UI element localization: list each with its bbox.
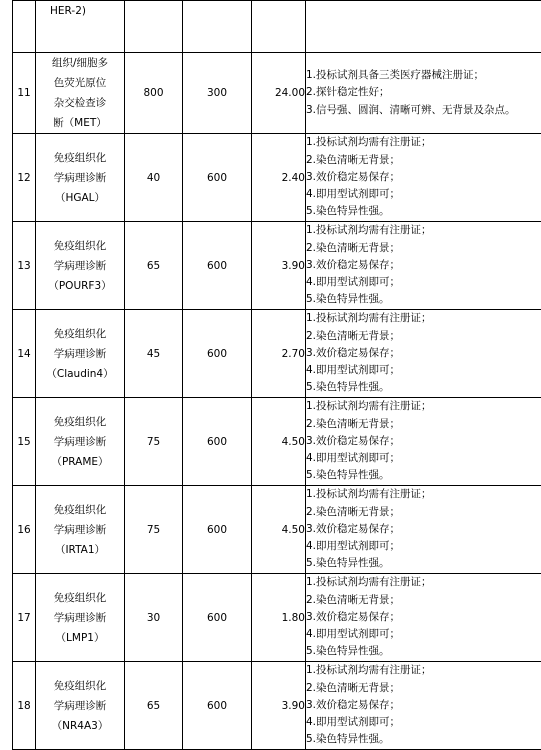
table-row	[13, 222, 541, 310]
requirement-line: 1.投标试剂均需有注册证；	[306, 222, 541, 239]
quantity: 75	[125, 486, 183, 574]
item-name	[36, 134, 125, 222]
requirement-line: 4.即用型试剂即可；	[306, 362, 541, 379]
item-name-line: 免疫组织化	[36, 676, 124, 696]
requirement-line: 5.染色特异性强。	[306, 731, 541, 748]
item-name-line: 学病理诊断	[36, 696, 124, 716]
total-amount: 4.50	[252, 486, 306, 574]
item-name-line: 免疫组织化	[36, 588, 124, 608]
table-row	[13, 134, 541, 222]
table-body	[13, 1, 541, 750]
requirements	[306, 662, 541, 750]
requirement-line: 2.染色清晰无背景；	[306, 680, 541, 697]
item-name	[36, 310, 125, 398]
item-name-line: （HGAL）	[36, 188, 124, 208]
unit-price: 600	[183, 222, 252, 310]
unit-price: 600	[183, 574, 252, 662]
quantity: 30	[125, 574, 183, 662]
item-name-line: 断（MET）	[36, 113, 124, 133]
requirement-line: 1.投标试剂均需有注册证；	[306, 574, 541, 591]
requirements	[306, 310, 541, 398]
requirement-line: 5.染色特异性强。	[306, 467, 541, 484]
item-name-line: 学病理诊断	[36, 256, 124, 276]
unit-price	[183, 1, 252, 53]
item-name	[36, 398, 125, 486]
quantity: 40	[125, 134, 183, 222]
item-name	[36, 662, 125, 750]
item-name-line: （NR4A3）	[36, 716, 124, 736]
total-amount: 4.50	[252, 398, 306, 486]
requirements	[306, 53, 541, 134]
table-row	[13, 574, 541, 662]
item-name	[36, 486, 125, 574]
quantity: 45	[125, 310, 183, 398]
unit-price: 300	[183, 53, 252, 134]
total-amount: 24.00	[252, 53, 306, 134]
row-number: 15	[13, 398, 36, 486]
unit-price: 600	[183, 662, 252, 750]
table-row	[13, 1, 541, 53]
total-amount	[252, 1, 306, 53]
requirement-line: 2.染色清晰无背景；	[306, 328, 541, 345]
item-name-line: 色荧光原位	[36, 73, 124, 93]
requirements	[306, 1, 541, 53]
table-row	[13, 310, 541, 398]
item-name-line: （POURF3）	[36, 276, 124, 296]
requirement-line: 3.效价稳定易保存；	[306, 609, 541, 626]
row-number: 12	[13, 134, 36, 222]
requirements	[306, 574, 541, 662]
requirement-line: 3.效价稳定易保存；	[306, 433, 541, 450]
requirement-line: 5.染色特异性强。	[306, 291, 541, 308]
item-name-line: （Claudin4）	[36, 364, 124, 384]
row-number: 17	[13, 574, 36, 662]
row-number: 13	[13, 222, 36, 310]
item-name-line: （IRTA1）	[36, 540, 124, 560]
requirement-line: 4.即用型试剂即可；	[306, 274, 541, 291]
requirement-line: 3.信号强、圆润、清晰可辨、无背景及杂点。	[306, 102, 541, 119]
quantity: 65	[125, 222, 183, 310]
item-name-line: 学病理诊断	[36, 520, 124, 540]
item-name	[36, 574, 125, 662]
requirement-line: 1.投标试剂具备三类医疗器械注册证；	[306, 67, 541, 84]
item-name-line: 免疫组织化	[36, 236, 124, 256]
item-name-line: 免疫组织化	[36, 324, 124, 344]
requirement-line: 1.投标试剂均需有注册证；	[306, 662, 541, 679]
requirement-line: 5.染色特异性强。	[306, 203, 541, 220]
requirement-line: 2.探针稳定性好；	[306, 84, 541, 101]
requirement-line: 1.投标试剂均需有注册证；	[306, 398, 541, 415]
quantity: 75	[125, 398, 183, 486]
requirement-line: 4.即用型试剂即可；	[306, 186, 541, 203]
requirement-line: 1.投标试剂均需有注册证；	[306, 486, 541, 503]
item-name-line: 免疫组织化	[36, 412, 124, 432]
total-amount: 3.90	[252, 662, 306, 750]
quantity	[125, 1, 183, 53]
requirements	[306, 398, 541, 486]
requirement-line: 3.效价稳定易保存；	[306, 345, 541, 362]
item-name-line: HER-2)	[50, 1, 124, 21]
item-name-line: 学病理诊断	[36, 168, 124, 188]
item-name-line: 学病理诊断	[36, 608, 124, 628]
requirement-line: 5.染色特异性强。	[306, 379, 541, 396]
table-row	[13, 53, 541, 134]
item-name-line: 免疫组织化	[36, 148, 124, 168]
item-name	[36, 53, 125, 134]
requirement-line: 4.即用型试剂即可；	[306, 538, 541, 555]
table-row	[13, 398, 541, 486]
row-number	[13, 1, 36, 53]
requirement-line: 3.效价稳定易保存；	[306, 169, 541, 186]
requirement-line: 5.染色特异性强。	[306, 555, 541, 572]
item-name-line: 学病理诊断	[36, 344, 124, 364]
table-row	[13, 486, 541, 574]
unit-price: 600	[183, 134, 252, 222]
row-number: 16	[13, 486, 36, 574]
requirement-line: 2.染色清晰无背景；	[306, 240, 541, 257]
item-name	[36, 222, 125, 310]
requirement-line: 3.效价稳定易保存；	[306, 257, 541, 274]
requirement-line: 2.染色清晰无背景；	[306, 152, 541, 169]
item-name-line: 免疫组织化	[36, 500, 124, 520]
total-amount: 1.80	[252, 574, 306, 662]
requirement-line: 5.染色特异性强。	[306, 643, 541, 660]
quantity: 800	[125, 53, 183, 134]
requirement-line: 1.投标试剂均需有注册证；	[306, 310, 541, 327]
item-name-line: （LMP1）	[36, 628, 124, 648]
unit-price: 600	[183, 486, 252, 574]
requirement-line: 2.染色清晰无背景；	[306, 592, 541, 609]
requirement-line: 1.投标试剂均需有注册证；	[306, 134, 541, 151]
row-number: 18	[13, 662, 36, 750]
requirement-line: 2.染色清晰无背景；	[306, 416, 541, 433]
total-amount: 2.70	[252, 310, 306, 398]
unit-price: 600	[183, 310, 252, 398]
row-number: 14	[13, 310, 36, 398]
requirement-line: 4.即用型试剂即可；	[306, 450, 541, 467]
quantity: 65	[125, 662, 183, 750]
total-amount: 2.40	[252, 134, 306, 222]
item-name-line: （PRAME）	[36, 452, 124, 472]
requirement-line: 3.效价稳定易保存；	[306, 697, 541, 714]
requirement-line: 2.染色清晰无背景；	[306, 504, 541, 521]
unit-price: 600	[183, 398, 252, 486]
requirements	[306, 222, 541, 310]
procurement-table	[12, 0, 541, 750]
table-row	[13, 662, 541, 750]
requirement-line: 4.即用型试剂即可；	[306, 626, 541, 643]
row-number: 11	[13, 53, 36, 134]
item-name	[36, 1, 125, 53]
requirement-line: 3.效价稳定易保存；	[306, 521, 541, 538]
requirements	[306, 134, 541, 222]
item-name-line: 学病理诊断	[36, 432, 124, 452]
item-name-line: 组织/细胞多	[36, 53, 124, 73]
requirement-line: 4.即用型试剂即可；	[306, 714, 541, 731]
item-name-line: 杂交检查诊	[36, 93, 124, 113]
requirements	[306, 486, 541, 574]
total-amount: 3.90	[252, 222, 306, 310]
